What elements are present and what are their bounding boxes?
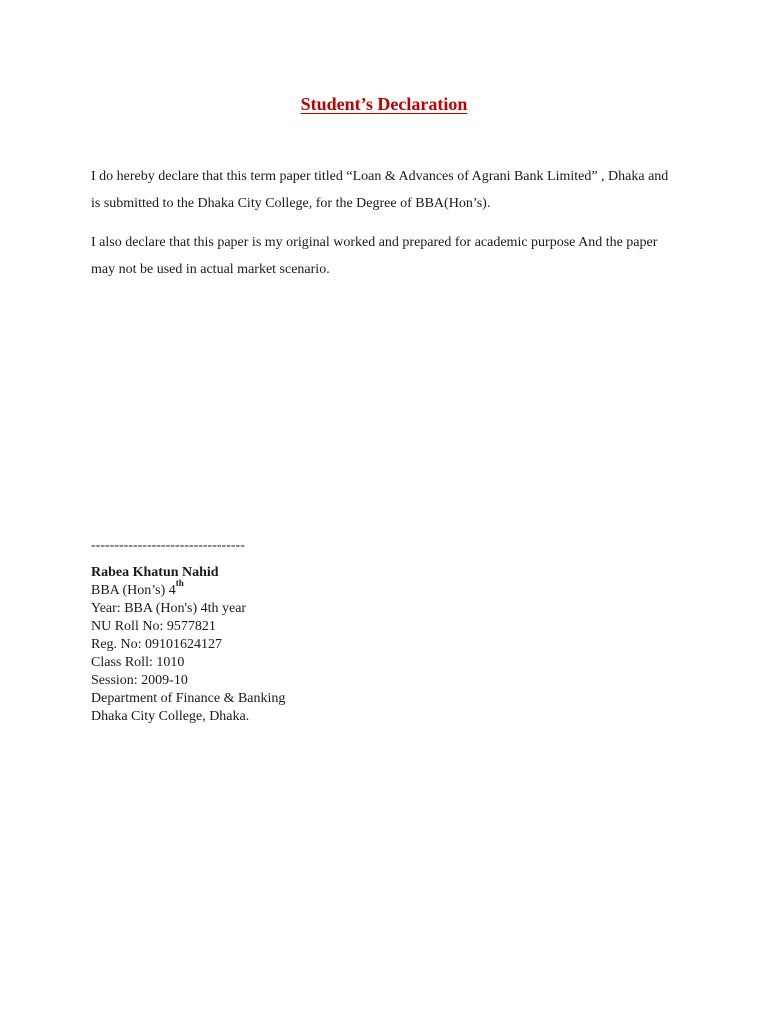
student-name: Rabea Khatun Nahid — [91, 565, 219, 580]
student-nu-roll: NU Roll No: 9577821 — [91, 619, 216, 634]
student-session: Session: 2009-10 — [91, 673, 188, 688]
declaration-paragraph-1: I do hereby declare that this term paper titled “Loan & Advances of Agrani Bank Limited” , Dhaka and is submitted to the Dhaka City College, for the Degree of BBA(Hon’s). — [91, 169, 669, 211]
student-program — [91, 578, 285, 600]
student-info-block — [91, 564, 285, 726]
student-program-sup: th — [175, 578, 184, 589]
student-department: Department of Finance & Banking — [91, 691, 286, 706]
student-reg-no: Reg. No: 09101624127 — [91, 637, 223, 652]
student-class-roll: Class Roll: 1010 — [91, 655, 185, 670]
student-college: Dhaka City College, Dhaka. — [91, 709, 250, 724]
declaration-paragraph-2: I also declare that this paper is my original worked and prepared for academic purpose And the paper may not be used in actual market scenario. — [91, 235, 658, 277]
student-program-text: BBA (Hon’s) 4 — [91, 583, 176, 598]
page-title: Student’s Declaration — [300, 94, 468, 114]
student-year: Year: BBA (Hon's) 4th year — [91, 601, 247, 616]
signature-line: --------------------------------- — [91, 538, 245, 553]
